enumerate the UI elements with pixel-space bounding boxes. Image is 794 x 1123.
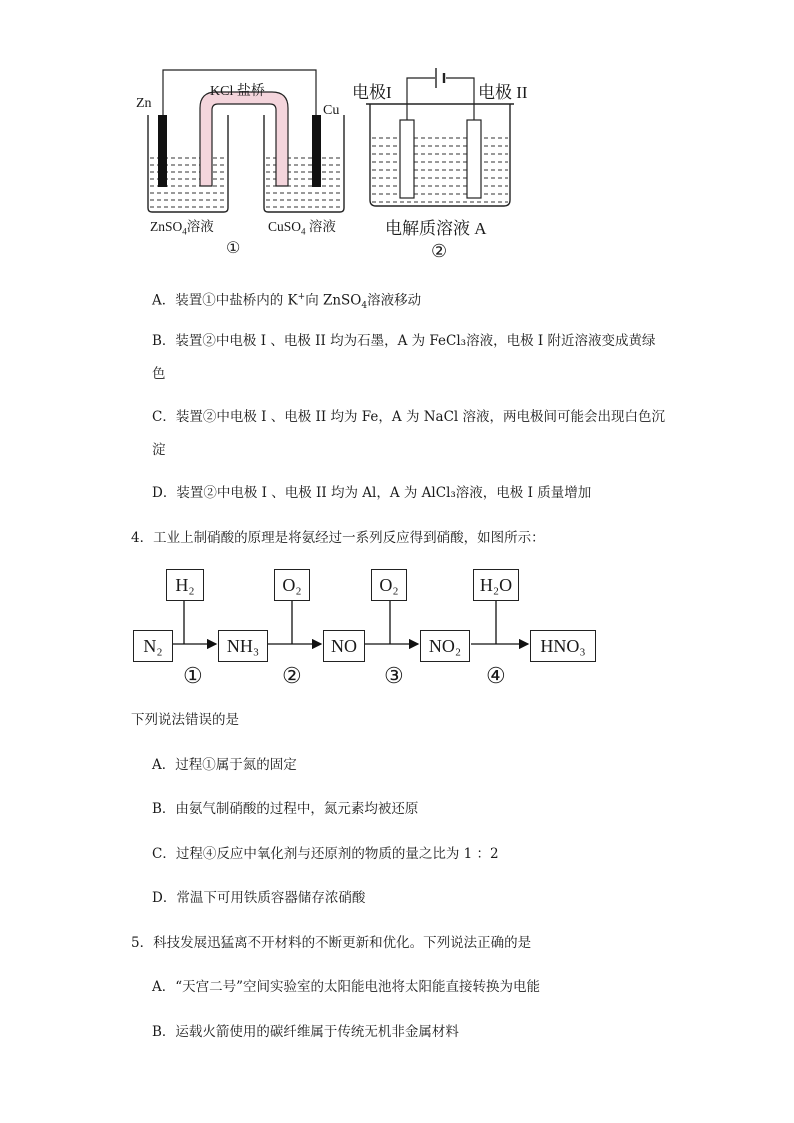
q3-option-c-line1: C．装置②中电极 I 、电极 II 均为 Fe，A 为 NaCl 溶液，两电极间可能会出现白色沉 — [152, 409, 666, 425]
q4-question: 下列说法错误的是 — [131, 712, 239, 728]
flow-node-no: NO — [323, 630, 365, 662]
cuso4-label: CuSO$_4$ 溶液 — [268, 219, 336, 237]
electrode-2-label: 电极 II — [478, 83, 528, 102]
zn-electrode-label: Zn — [136, 96, 152, 111]
q5-stem: 5．科技发展迅猛离不开材料的不断更新和优化。下列说法正确的是 — [131, 935, 532, 951]
flow-step-3: ③ — [384, 663, 404, 688]
znso4-label: ZnSO$_4$溶液 — [150, 219, 214, 237]
electrode-1-label: 电极I — [352, 83, 392, 102]
flow-step-4: ④ — [486, 663, 506, 688]
flow-node-hno3: HNO₃ — [530, 630, 596, 662]
flow-node-nh3: NH₃ — [218, 630, 268, 662]
electrolyte-label: 电解质溶液 A — [385, 219, 487, 238]
q5-option-b: B．运载火箭使用的碳纤维属于传统无机非金属材料 — [152, 1024, 459, 1040]
flow-reagent-o2-1: O₂ — [274, 569, 310, 601]
flow-step-1: ① — [183, 663, 203, 688]
q4-stem: 4．工业上制硝酸的原理是将氨经过一系列反应得到硝酸，如图所示： — [131, 530, 545, 546]
flow-step-2: ② — [282, 663, 302, 688]
salt-bridge-label: KCl 盐桥 — [210, 84, 265, 99]
figure1-number: ① — [226, 240, 241, 257]
q3-option-b-line1: B．装置②中电极 I 、电极 II 均为石墨，A 为 FeCl₃溶液，电极 I 附近溶液变成黄绿 — [152, 333, 656, 349]
q4-option-a: A．过程①属于氮的固定 — [152, 757, 297, 773]
cu-electrode-label: Cu — [323, 103, 340, 118]
q4-option-c: C．过程④反应中氧化剂与还原剂的物质的量之比为 1 ：2 — [152, 846, 499, 862]
q3-option-c-line2: 淀 — [152, 442, 166, 458]
q3-option-b-line2: 色 — [152, 366, 166, 382]
flow-reagent-o2-2: O₂ — [371, 569, 407, 601]
flow-reagent-h2: H₂ — [166, 569, 204, 601]
q3-option-d: D．装置②中电极 I 、电极 II 均为 Al，A 为 AlCl₃溶液，电极 I 质量增加 — [152, 485, 592, 501]
flow-node-n2: N₂ — [133, 630, 173, 662]
flow-node-no2: NO₂ — [420, 630, 470, 662]
q5-option-a: A．“天宫二号”空间实验室的太阳能电池将太阳能直接转换为电能 — [152, 979, 541, 995]
q4-option-d: D．常温下可用铁质容器储存浓硝酸 — [152, 890, 366, 906]
figure2-number: ② — [431, 241, 448, 261]
flow-reagent-h2o: H₂O — [473, 569, 519, 601]
q4-option-b: B．由氨气制硝酸的过程中，氮元素均被还原 — [152, 801, 419, 817]
q3-option-a: A．装置①中盐桥内的 K+向 ZnSO$_4$溶液移动 — [152, 292, 422, 312]
